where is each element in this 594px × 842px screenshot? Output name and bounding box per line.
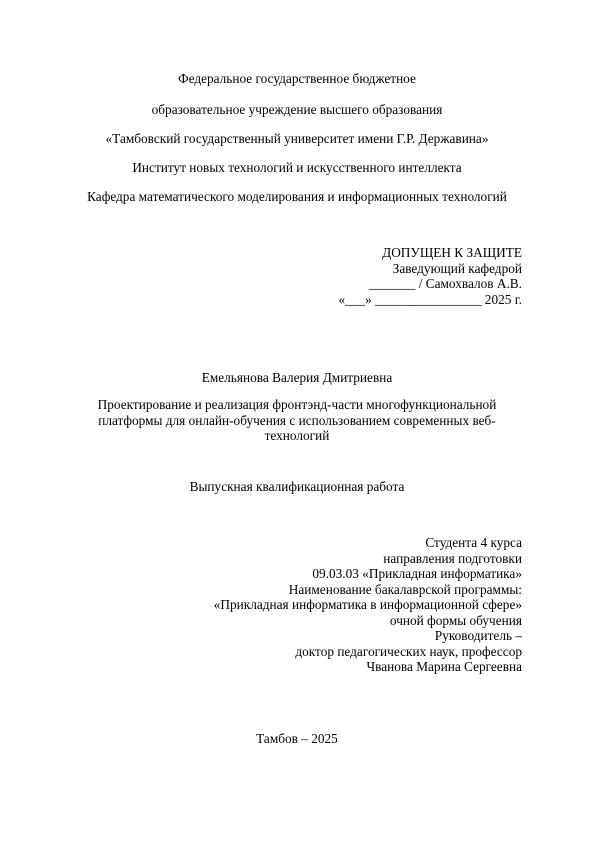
approval-date: «___» ________________ 2025 г.: [338, 291, 522, 307]
student-direction-label: направления подготовки: [383, 550, 522, 566]
thesis-title: [70, 397, 524, 444]
department-name: Кафедра математического моделирования и информационных технологий: [87, 189, 507, 204]
approval-block: [339, 245, 522, 307]
header-line-1: Федеральное государственное бюджетное: [178, 71, 416, 86]
supervisor-name: Чванова Марина Сергеевна: [366, 659, 522, 674]
approval-signature: _______ / Самохвалов А.В.: [368, 276, 522, 291]
approval-title: ДОПУЩЕН К ЗАЩИТЕ: [382, 245, 522, 260]
header-line-3: «Тамбовский государственный университет имени Г.Р. Державина»: [105, 131, 489, 146]
thesis-title-line-2: платформы для онлайн-обучения с использованием современных веб-: [98, 412, 496, 428]
supervisor-degree: доктор педагогических наук, профессор: [295, 643, 522, 659]
supervisor-label: Руководитель –: [434, 628, 522, 643]
header-line-2: образовательное учреждение высшего образования: [151, 102, 443, 117]
program-label: Наименование бакалаврской программы:: [288, 581, 522, 597]
approval-position: Заведующий кафедрой: [392, 260, 522, 276]
thesis-title-line-1: Проектирование и реализация фронтэнд-части многофункциональной: [97, 397, 497, 412]
city-year: Тамбов – 2025: [256, 731, 338, 746]
institute-name: Институт новых технологий и искусственного интеллекта: [132, 160, 462, 175]
student-direction: 09.03.03 «Прикладная информатика»: [312, 566, 522, 581]
student-info-block: [214, 535, 522, 675]
work-type: Выпускная квалификационная работа: [189, 479, 405, 494]
student-course: Студента 4 курса: [425, 535, 522, 550]
author-name: Емельянова Валерия Дмитриевна: [201, 370, 393, 385]
program-name: «Прикладная информатика в информационной сфере»: [213, 597, 522, 612]
thesis-title-line-3: технологий: [264, 428, 330, 443]
study-form: очной формы обучения: [389, 612, 522, 628]
